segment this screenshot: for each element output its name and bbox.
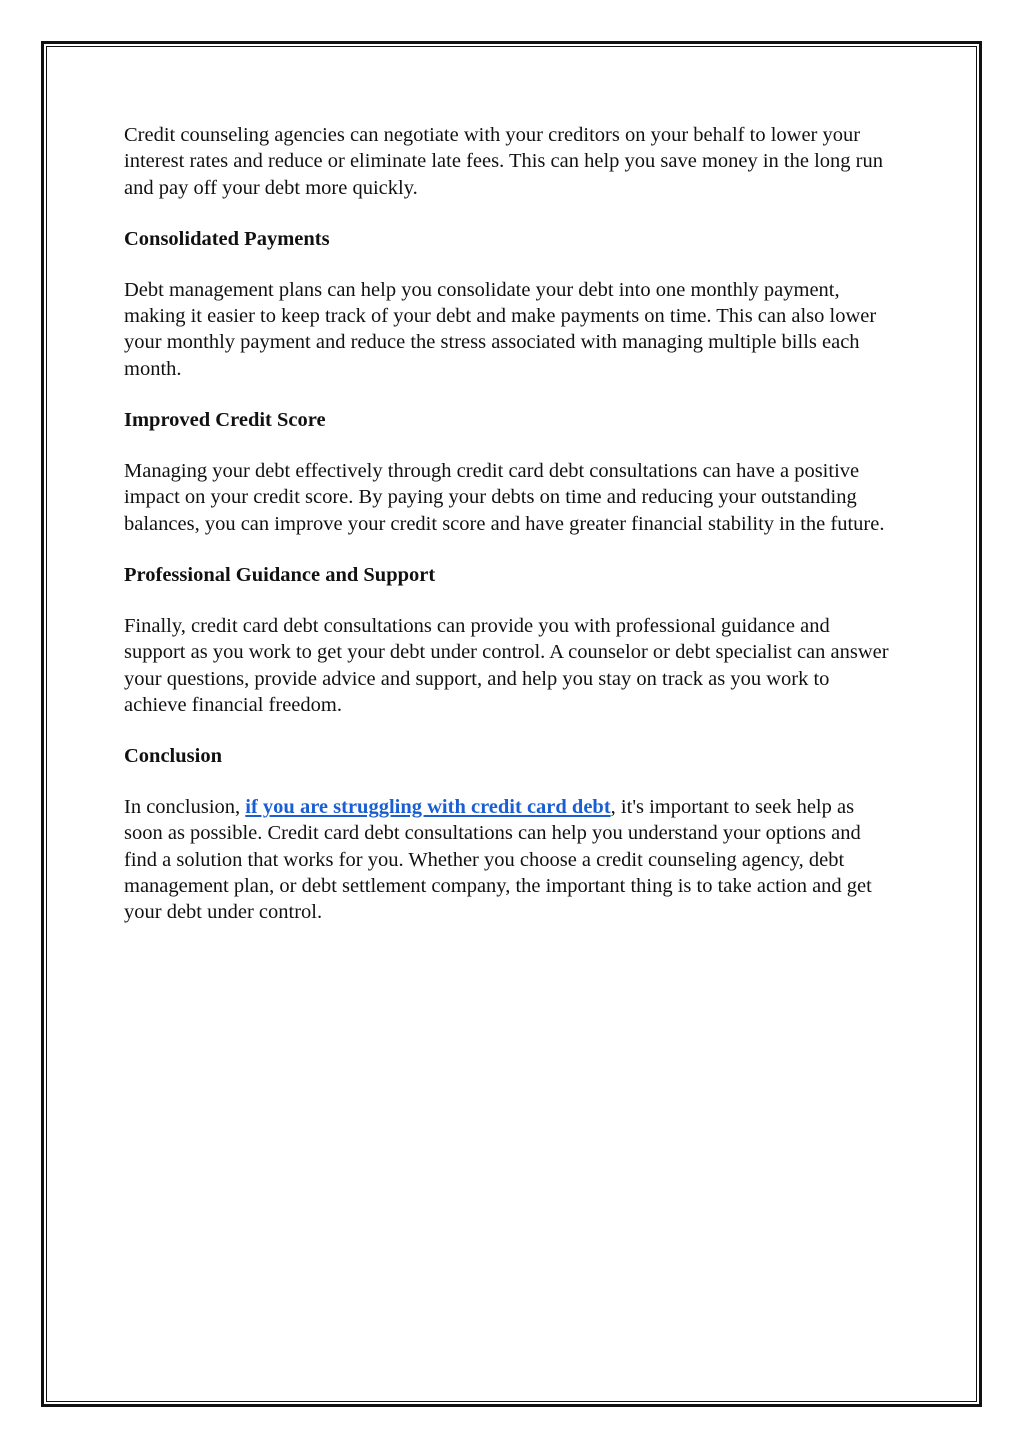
section-heading-consolidated-payments: Consolidated Payments xyxy=(124,227,330,250)
credit-card-debt-link[interactable]: if you are struggling with credit card debt xyxy=(245,796,611,819)
section-body-improved-credit-score: Managing your debt effectively through credit card debt consultations can have a positive impact on your credit score. By paying your debts on time and reducing your outstanding balances, you can improve your credit score and have greater financial stability in the future. xyxy=(124,460,885,535)
section-body-consolidated-payments: Debt management plans can help you consolidate your debt into one monthly payment, making it easier to keep track of your debt and make payments on time. This can also lower your monthly payment and reduce the stress associated with managing multiple bills each month. xyxy=(124,278,877,380)
document-body xyxy=(124,122,894,951)
conclusion-paragraph xyxy=(124,794,894,925)
section-heading-improved-credit-score: Improved Credit Score xyxy=(124,409,326,432)
section-body-professional-guidance: Finally, credit card debt consultations can provide you with professional guidance and support as you work to get your debt under control. A counselor or debt specialist can answer your questions, provide advice and support, and help you stay on track as you work to achieve financial freedom. xyxy=(124,614,889,716)
section-heading-professional-guidance: Professional Guidance and Support xyxy=(124,563,436,586)
conclusion-text-after-link: , it's important to seek help as soon as possible. Credit card debt consultations can help you understand your options and find a solution that works for you. Whether you choose a credit counseling agency, debt management plan, or debt settlement company, the important thing is to take action and get your debt under control. xyxy=(124,796,872,924)
intro-paragraph: Credit counseling agencies can negotiate with your creditors on your behalf to lower your interest rates and reduce or eliminate late fees. This can help you save money in the long run and pay off your debt more quickly. xyxy=(124,124,884,199)
section-heading-conclusion: Conclusion xyxy=(124,745,222,768)
conclusion-text-before-link: In conclusion, xyxy=(124,796,246,819)
